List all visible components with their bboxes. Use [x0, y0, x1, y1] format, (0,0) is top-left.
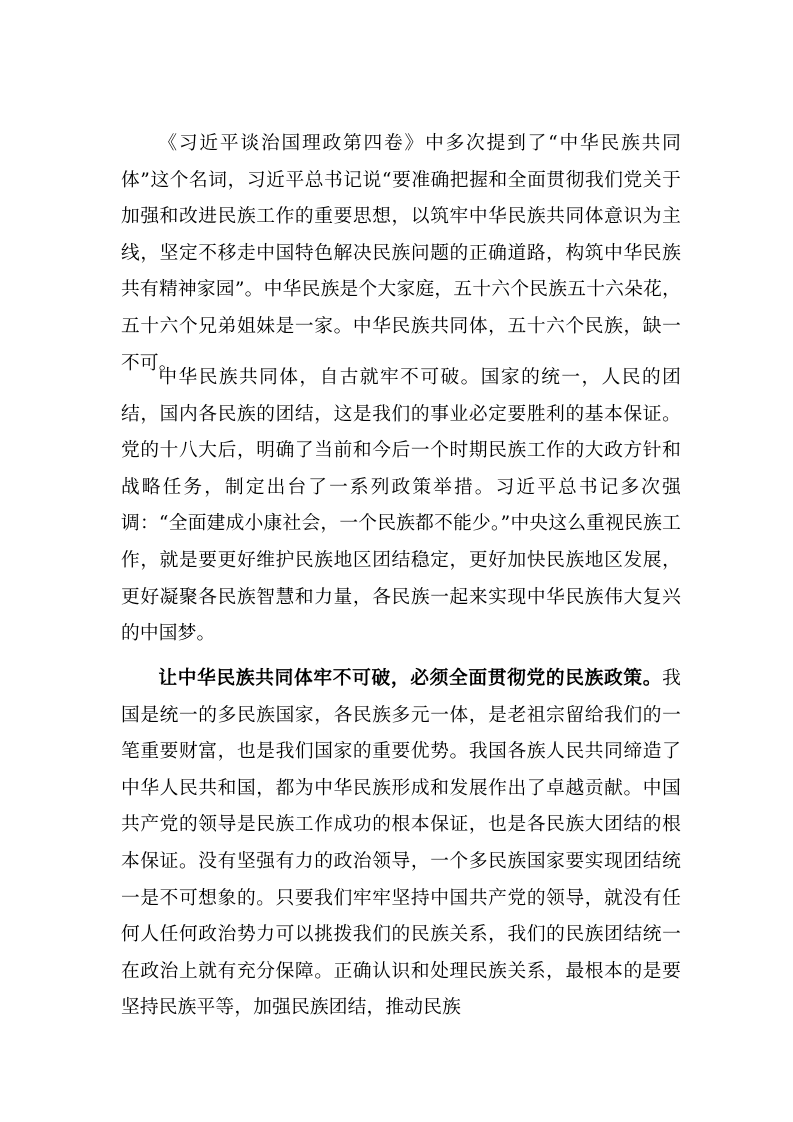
paragraph-3 — [121, 660, 681, 1027]
paragraph-3-lead: 让中华民族共同体牢不可破，必须全面贯彻党的民族政策。 — [158, 667, 663, 689]
paragraph-2-text: 中华民族共同体，自古就牢不可破。国家的统一，人民的团结，国内各民族的团结，这是我们的事业必定要胜利的基本保证。党的十八大后，明确了当前和今后一个时期民族工作的大政方针和战略任务，制定出台了一系列政策举措。习近平总书记多次强调：“全面建成小康社会，一个民族都不能少。”中央这么重视民族工作，就是要更好维护民族地区团结稳定，更好加快民族地区发展，更好凝聚各民族智慧和力量，各民族一起来实现中华民族伟大复兴的中国梦。 — [121, 367, 681, 645]
paragraph-1-text: 《习近平谈治国理政第四卷》中多次提到了“中华民族共同体”这个名词，习近平总书记说“要准确把握和全面贯彻我们党关于加强和改进民族工作的重要思想，以筑牢中华民族共同体意识为主线，坚定不移走中国特色解决民族问题的正确道路，构筑中华民族共有精神家园”。中华民族是个大家庭，五十六个民族五十六朵花，五十六个兄弟姐妹是一家。中华民族共同体，五十六个民族，缺一不可。 — [121, 133, 681, 374]
paragraph-1 — [121, 126, 681, 382]
paragraph-3-text: 我国是统一的多民族国家，各民族多元一体，是老祖宗留给我们的一笔重要财富，也是我们国家的重要优势。我国各族人民共同缔造了中华人民共和国，都为中华民族形成和发展作出了卓越贡献。中国共产党的领导是民族工作成功的根本保证，也是各民族大团结的根本保证。没有坚强有力的政治领导，一个多民族国家要实现团结统一是不可想象的。只要我们牢牢坚持中国共产党的领导，就没有任何人任何政治势力可以挑拨我们的民族关系，我们的民族团结统一在政治上就有充分保障。正确认识和处理民族关系，最根本的是要坚持民族平等，加强民族团结，推动民族 — [121, 668, 681, 1019]
paragraph-2 — [121, 360, 681, 653]
